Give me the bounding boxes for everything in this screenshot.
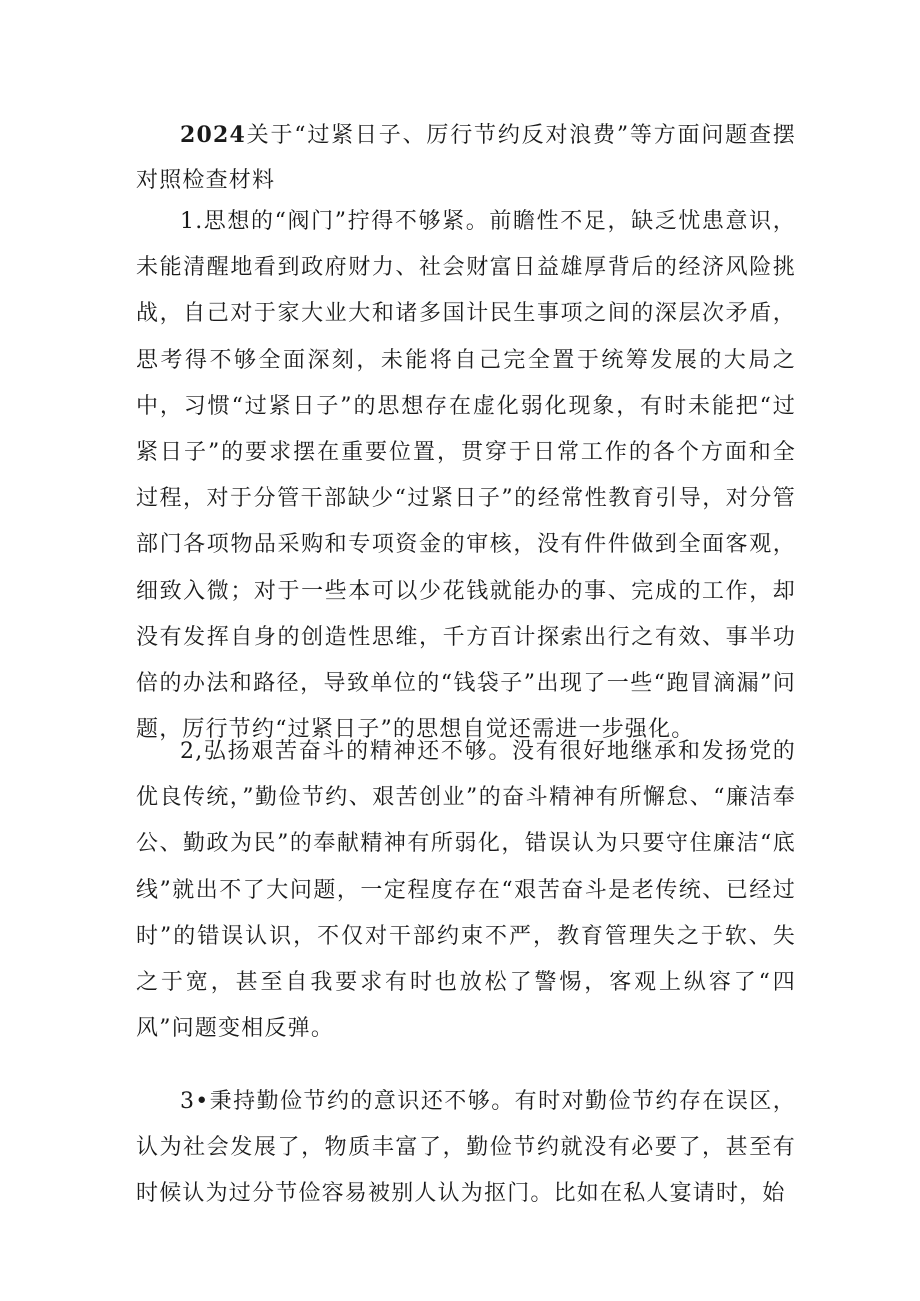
- paragraph-3: 3•秉持勤俭节约的意识还不够。有时对勤俭节约存在误区，认为社会发展了，物质丰富了，勤俭节约就没有必要了，甚至有时候认为过分节俭容易被别人认为抠门。比如在私人宴请时，始: [136, 1089, 796, 1207]
- title-year: 2024: [180, 122, 247, 148]
- paragraph-1: 1.思想的“阀门”拧得不够紧。前瞻性不足，缺乏忧患意识，未能清醒地看到政府财力、社会财富日益雄厚背后的经济风险挑战，自己对于家大业大和诸多国计民生事项之间的深层次矛盾，思考得不够全面深刻，未能将自己完全置于统筹发展的大局之中，习惯“过紧日子”的思想存在虚化弱化现象，有时未能把“过紧日子”的要求摆在重要位置，贯穿于日常工作的各个方面和全过程，对于分管干部缺少“过紧日子”的经常性教育引导，对分管部门各项物品采购和专项资金的审核，没有件件做到全面客观，细致入微；对于一些本可以少花钱就能办的事、完成的工作，却没有发挥自身的创造性思维，千方百计探索出行之有效、事半功倍的办法和路径，导致单位的“钱袋子”出现了一些“跑冒滴漏”问题，厉行节约“过紧日子”的思想自觉还需进一步强化。: [136, 209, 796, 743]
- paragraph-2: 2,弘扬艰苦奋斗的精神还不够。没有很好地继承和发扬党的优良传统，”勤俭节约、艰苦创业”的奋斗精神有所懈怠、“廉洁奉公、勤政为民”的奉献精神有所弱化，错误认为只要守住廉洁“底线”就出不了大问题，一定程度存在“艰苦奋斗是老传统、已经过时”的错误认识，不仅对干部约束不严，教育管理失之于软、失之于宽，甚至自我要求有时也放松了警惕，客观上纵容了“四风”问题变相反弹。: [136, 739, 796, 1042]
- document-title: [136, 113, 796, 203]
- title-text: 关于“过紧日子、厉行节约反对浪费”等方面问题查摆对照检查材料: [136, 123, 796, 193]
